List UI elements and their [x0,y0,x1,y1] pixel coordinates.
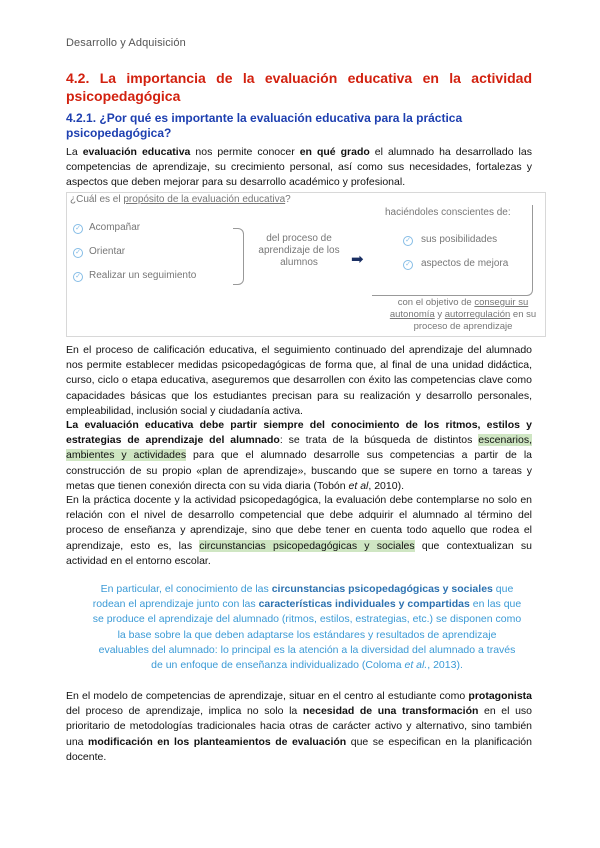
left-item: Realizar un seguimiento [89,270,197,281]
section-title: 4.2. La importancia de la evaluación educativa en la actividad psicopedagógica [66,70,532,104]
check-circle-icon: ✓ [403,236,413,246]
left-item: Orientar [89,246,126,257]
intro-paragraph: La evaluación educativa nos permite conocer en qué grado el alumnado ha desarrollado las competencias de aprendizaje, su crecimiento personal, así como sus necesidades, fortalezas y aspectos que deben mejorar para su desarrollo académico y profesional. [66,146,532,189]
check-circle-icon: ✓ [73,224,83,234]
highlight-callout: En particular, el conocimiento de las circunstancias psicopedagógicas y sociales que rodean el aprendizaje junto con las características individuales y compartidas en las que se produce el aprendizaje del alumnado (ritmos, estilos, estrategias, etc.) se disponen como la base sobre la que deben adaptarse los estándares y resultados de aprendizaje evaluables del alumnado: lo principal es la atención a la diversidad del alumnado a través de un enfoque de enseñanza individualizado (Coloma et al., 2013). [92,583,522,672]
infographic-middle-text: del proceso de aprendizaje de los alumnos [258,233,340,268]
paragraph-practica-docente: En la práctica docente y la actividad psicopedagógica, la evaluación debe contemplarse no solo en relación con el nivel de desarrollo competencial que debe adquirir el alumnado al término del proceso de enseñanza y aprendizaje, sino que debe tener en cuenta todo aquello que rodea el aprendizaje, esto es, las circunstancias psicopedagógicas y sociales que contextualizan su actividad en el entorno escolar. [66,494,532,567]
subsection-title: 4.2.1. ¿Por qué es importante la evaluación educativa para la práctica psicopedagógica? [66,111,463,140]
right-item: aspectos de mejora [421,258,509,269]
paragraph-ritmos: La evaluación educativa debe partir siempre del conocimiento de los ritmos, estilos y estrategias de aprendizaje del alumnado: se trata de la búsqueda de distintos escenarios, ambientes y actividades para que el alumnado desarrolle sus competencias a partir de la construcción de su propio «plan de aprendizaje», buscando que se supere en torno a tareas y metas que tienen conexión directa con su vida diaria (Tobón et al, 2010). [66,419,532,492]
left-item: Acompañar [89,222,141,233]
paragraph-modelo-competencias: En el modelo de competencias de aprendizaje, situar en el centro al estudiante como protagonista del proceso de aprendizaje, implica no solo la necesidad de una transformación en el uso prioritario de metodologías tradicionales hacia otras de carácter activo y alternativo, sino también una modificación en los planteamientos de evaluación que se especifican en la planificación docente. [66,690,532,763]
running-header: Desarrollo y Adquisición [66,37,186,49]
check-circle-icon: ✓ [73,248,83,258]
infographic-title: ¿Cuál es el propósito de la evaluación educativa? [70,194,291,205]
check-circle-icon: ✓ [73,272,83,282]
right-item: sus posibilidades [421,234,498,245]
right-bracket [372,205,533,296]
right-heading: haciéndoles conscientes de: [385,207,511,218]
check-circle-icon: ✓ [403,260,413,270]
paragraph-calificacion: En el proceso de calificación educativa, el seguimiento continuado del aprendizaje del alumnado nos permite establecer medidas psicopedagógicas de forma que, al final de una unidad didáctica, curso, ciclo o etapa educativa, aseguremos que desarrollen con éxito las competencias clave como capacidades básicas que los estudiantes precisan para su realización y desarrollo personales, empleabilidad, inclusión social y ciudadanía activa. [66,344,532,417]
goal-text: con el objetivo de conseguir su autonomía y autorregulación en su proceso de aprendizaje [389,297,537,332]
brace-divider [233,228,244,285]
arrow-right-icon: ➡ [351,251,364,268]
purpose-infographic [66,192,546,337]
